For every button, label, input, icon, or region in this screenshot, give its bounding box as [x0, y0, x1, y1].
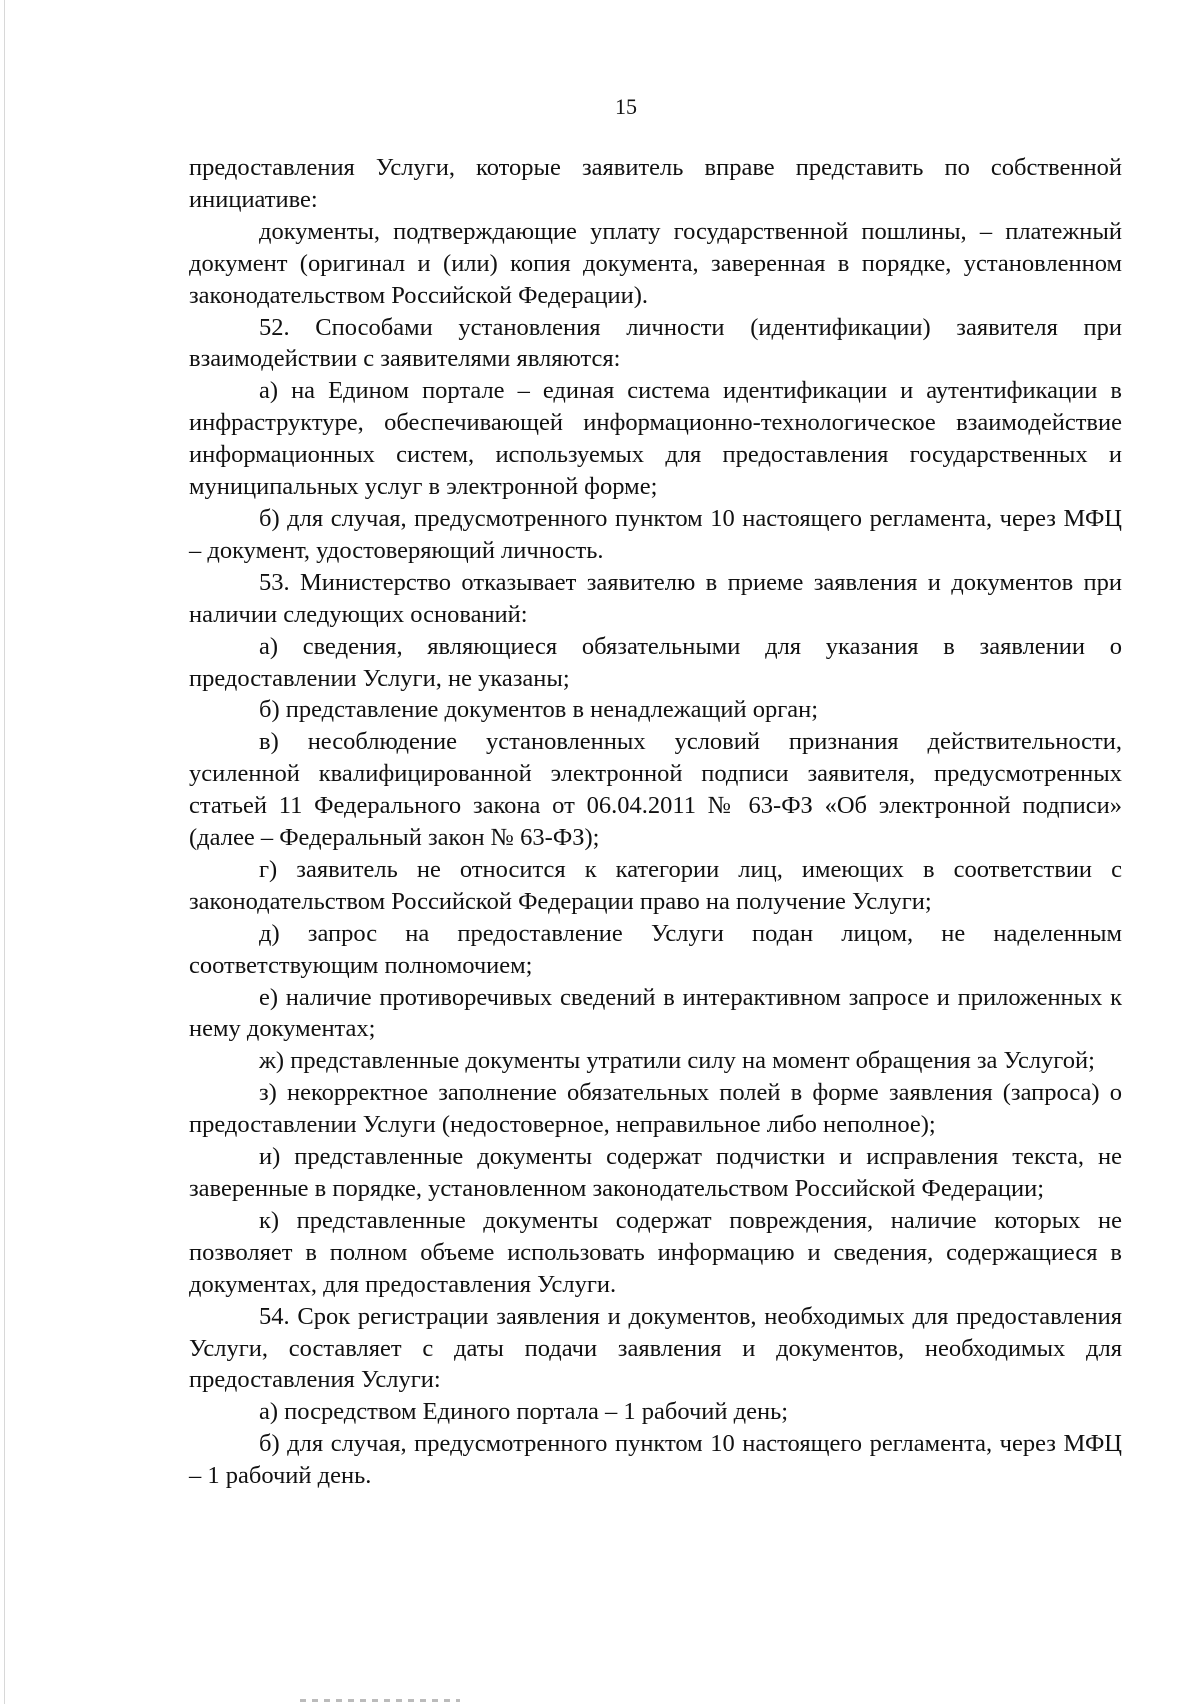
paragraph-53-refusal-grounds: 53. Министерство отказывает заявителю в приеме заявления и документов при наличии следующих оснований: [189, 568, 1122, 628]
paragraph-53-k: к) представленные документы содержат повреждения, наличие которых не позволяет в полном объеме использовать информацию и сведения, содержащиеся в документах, для предоставления Услуги. [189, 1206, 1122, 1298]
paragraph-53-d: д) запрос на предоставление Услуги подан лицом, не наделенным соответствующим полномочием; [189, 919, 1122, 979]
paragraph-continuation: предоставления Услуги, которые заявитель вправе представить по собственной инициативе: [189, 154, 1122, 213]
paragraph-54-registration-term: 54. Срок регистрации заявления и документов, необходимых для предоставления Услуги, составляет с даты подачи заявления и документов, необходимых для предоставления Услуги: [189, 1302, 1122, 1394]
paragraph-53-b: б) представление документов в ненадлежащий орган; [259, 696, 819, 724]
page-number: 15 [615, 94, 637, 119]
scan-artifact [300, 1699, 460, 1702]
paragraph-53-e: е) наличие противоречивых сведений в интерактивном запросе и приложенных к нему документах; [189, 983, 1122, 1043]
paragraph-53-a: а) сведения, являющиеся обязательными для указания в заявлении о предоставлении Услуги, не указаны; [189, 632, 1122, 692]
paragraph-52-identification-methods: 52. Способами установления личности (идентификации) заявителя при взаимодействии с заявителями являются: [189, 313, 1122, 373]
paragraph-53-z: з) некорректное заполнение обязательных полей в форме заявления (запроса) о предоставлении Услуги (недостоверное, неправильное либо неполное); [189, 1079, 1122, 1139]
paragraph-52-b: б) для случая, предусмотренного пунктом 10 настоящего регламента, через МФЦ – документ, удостоверяющий личность. [189, 504, 1122, 564]
paragraph-state-fee-documents: документы, подтверждающие уплату государственной пошлины, – платежный документ (оригинал и (или) копия документа, заверенная в порядке, установленном законодательством Российской Федерации). [189, 217, 1122, 309]
paragraph-53-i: и) представленные документы содержат подчистки и исправления текста, не заверенные в порядке, установленном законодательством Российской Федерации; [189, 1143, 1122, 1202]
document-body [189, 152, 1122, 1492]
paragraph-54-b: б) для случая, предусмотренного пунктом 10 настоящего регламента, через МФЦ – 1 рабочий день. [189, 1430, 1122, 1490]
paragraph-52-a: а) на Едином портале – единая система идентификации и аутентификации в инфраструктуре, обеспечивающей информационно-технологическое взаимодействие информационных систем, используемых для предоставления государственных и муниципальных услуг в электронной форме; [189, 377, 1122, 501]
paragraph-53-zh: ж) представленные документы утратили силу на момент обращения за Услугой; [259, 1047, 1095, 1075]
scan-edge-line [4, 0, 5, 1704]
paragraph-53-g: г) заявитель не относится к категории лиц, имеющих в соответствии с законодательством Российской Федерации право на получение Услуги; [189, 855, 1122, 915]
paragraph-53-v: в) несоблюдение установленных условий признания действительности, усиленной квалифицированной электронной подписи заявителя, предусмотренных статьей 11 Федерального закона от 06.04.2011 № 63-ФЗ «Об электронной подписи» (далее – Федеральный закон № 63-ФЗ); [189, 728, 1122, 852]
paragraph-54-a: а) посредством Единого портала – 1 рабочий день; [259, 1398, 789, 1426]
